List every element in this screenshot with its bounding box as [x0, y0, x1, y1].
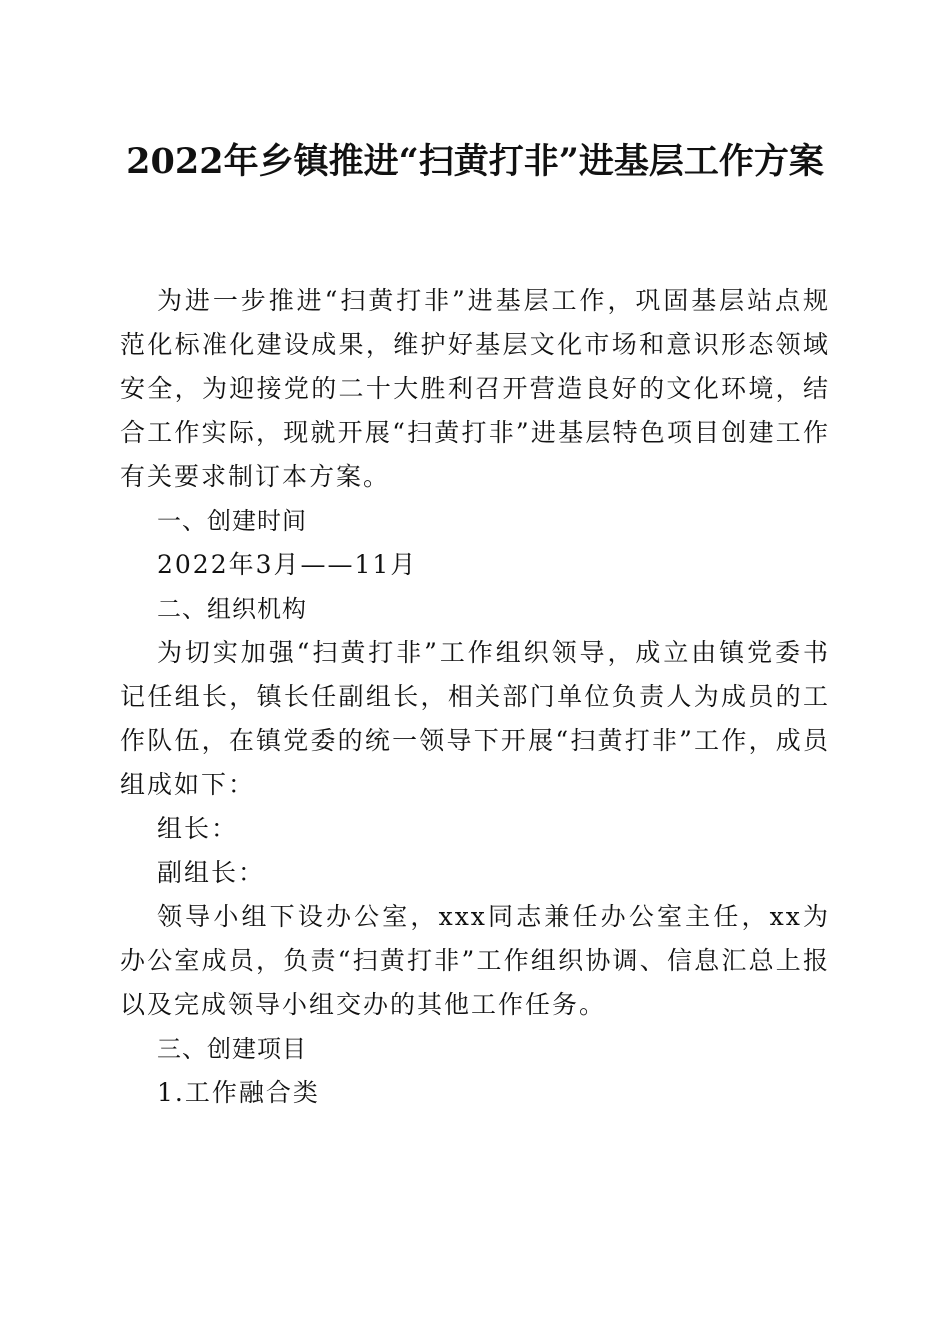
office-paragraph: 领导小组下设办公室，xxx同志兼任办公室主任，xx为办公室成员，负责“扫黄打非”工作组织协调、信息汇总上报以及完成领导小组交办的其他工作任务。 — [120, 902, 830, 1019]
organization-paragraph: 为切实加强“扫黄打非”工作组织领导，成立由镇党委书记任组长，镇长任副组长，相关部门单位负责人为成员的工作队伍，在镇党委的统一领导下开展“扫黄打非”工作，成员组成如下： — [120, 638, 830, 799]
time-range-text: 2022年3月——11月 — [157, 550, 418, 579]
project-item-1: 1.工作融合类 — [157, 1078, 320, 1107]
section-heading-organization: 二、组织机构 — [157, 595, 307, 623]
leader-label: 组长： — [157, 814, 239, 843]
deputy-leader-label: 副组长： — [157, 858, 266, 887]
document-title: 2022年乡镇推进“扫黄打非”进基层工作方案 — [126, 141, 824, 182]
section-heading-projects: 三、创建项目 — [157, 1035, 307, 1063]
document-body — [120, 279, 830, 1115]
intro-paragraph: 为进一步推进“扫黄打非”进基层工作，巩固基层站点规范化标准化建设成果，维护好基层文化市场和意识形态领域安全，为迎接党的二十大胜利召开营造良好的文化环境，结合工作实际，现就开展“扫黄打非”进基层特色项目创建工作有关要求制订本方案。 — [120, 286, 830, 491]
section-heading-time: 一、创建时间 — [157, 507, 307, 535]
